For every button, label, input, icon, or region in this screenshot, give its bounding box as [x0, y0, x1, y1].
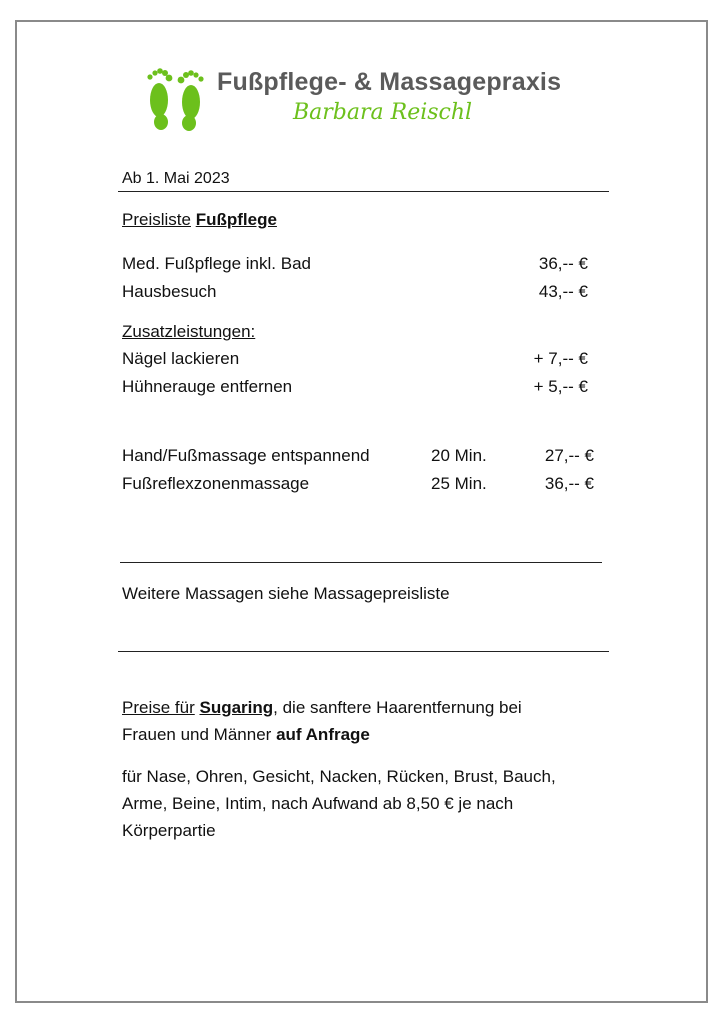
sugaring-rest: , die sanftere Haarentfernung bei: [273, 698, 522, 717]
divider: [118, 191, 609, 192]
footprints-icon: [147, 66, 209, 132]
massage-label: Fußreflexzonenmassage: [122, 474, 310, 493]
sugaring-line-1: [122, 698, 522, 718]
extra-label: Nägel lackieren: [122, 349, 240, 368]
date-line: Ab 1. Mai 2023: [122, 170, 230, 187]
divider: [120, 562, 602, 563]
massage-duration: 25 Min.: [431, 474, 487, 493]
massage-label: Hand/Fußmassage entspannend: [122, 446, 370, 465]
sugaring-line2-prefix: Frauen und Männer: [122, 725, 272, 744]
extra-label: Hühnerauge entfernen: [122, 377, 293, 396]
extra-price: + 7,-- €: [533, 349, 588, 368]
massage-duration: 20 Min.: [431, 446, 487, 465]
massage-price: 27,-- €: [544, 446, 594, 465]
sugaring-detail: Arme, Beine, Intim, nach Aufwand ab 8,50 € je nach: [122, 794, 514, 813]
more-massages-note: Weitere Massagen siehe Massagepreisliste: [122, 584, 450, 603]
price-list-heading: [122, 210, 277, 230]
item-label: Med. Fußpflege inkl. Bad: [122, 254, 311, 273]
brand-title: Fußpflege- & Massagepraxis: [217, 68, 562, 96]
sugaring-bold: Sugaring: [199, 698, 274, 717]
massage-price: 36,-- €: [544, 474, 594, 493]
page-frame: [15, 20, 708, 1003]
extras-heading: Zusatzleistungen:: [122, 322, 256, 341]
heading-bold: Fußpflege: [195, 210, 277, 229]
item-label: Hausbesuch: [122, 282, 217, 301]
sugaring-detail: Körperpartie: [122, 821, 216, 840]
item-price: 43,-- €: [538, 282, 588, 301]
divider: [118, 651, 609, 652]
item-price: 36,-- €: [538, 254, 588, 273]
sugaring-prefix: Preise für: [122, 698, 195, 717]
sugaring-line-2: [122, 725, 370, 745]
heading-prefix: Preisliste: [122, 210, 191, 229]
sugaring-line2-bold: auf Anfrage: [276, 725, 370, 744]
brand-subtitle: Barbara Reischl: [293, 100, 473, 125]
extra-price: + 5,-- €: [533, 377, 588, 396]
sugaring-detail: für Nase, Ohren, Gesicht, Nacken, Rücken, Brust, Bauch,: [122, 767, 556, 786]
